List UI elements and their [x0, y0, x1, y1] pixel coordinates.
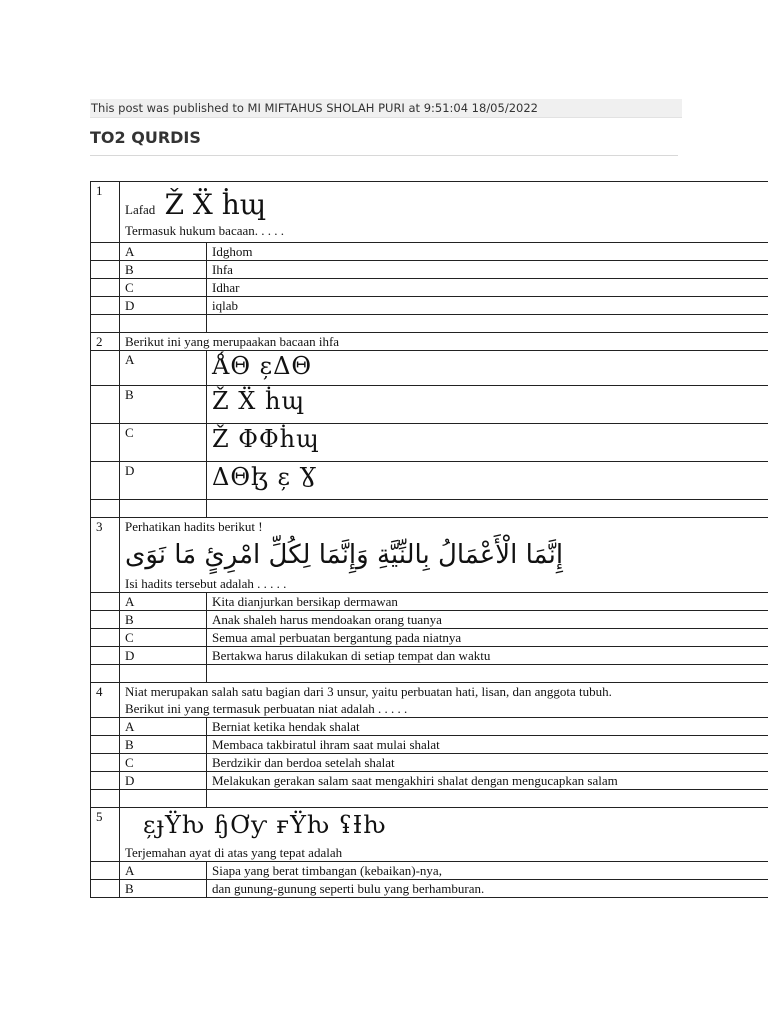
option-text: Berniat ketika hendak shalat — [207, 718, 768, 736]
question-3-header-row — [91, 518, 768, 593]
empty-cell — [91, 754, 120, 772]
option-letter: A — [120, 243, 207, 261]
question-1-header-row — [91, 182, 768, 243]
option-row — [91, 647, 768, 665]
empty-cell — [120, 665, 207, 683]
empty-cell — [120, 315, 207, 333]
option-row — [91, 462, 768, 500]
spacer-row — [91, 665, 768, 683]
page-title: TO2 QURDIS — [90, 128, 201, 147]
option-text: Bertakwa harus dilakukan di setiap tempat dan waktu — [207, 647, 768, 665]
option-row — [91, 351, 768, 386]
option-glyph-cell — [207, 462, 768, 500]
empty-cell — [91, 279, 120, 297]
question-followup: Isi hadits tersebut adalah . . . . . — [125, 576, 287, 591]
arabic-glyph-image: ɛ̦ɟŸƕ ɧƠƴ ғŸƕ ʢƗƕ — [143, 811, 387, 839]
question-number: 2 — [91, 333, 120, 351]
empty-cell — [207, 665, 768, 683]
empty-cell — [91, 862, 120, 880]
spacer-row — [91, 500, 768, 518]
quiz-table — [90, 181, 768, 898]
lafad-label: Lafad — [125, 202, 156, 217]
empty-cell — [91, 297, 120, 315]
option-row — [91, 593, 768, 611]
option-row — [91, 862, 768, 880]
empty-cell — [91, 772, 120, 790]
option-glyph-cell — [207, 386, 768, 424]
empty-cell — [91, 736, 120, 754]
empty-cell — [91, 880, 120, 898]
spacer-row — [91, 315, 768, 333]
option-letter: B — [120, 880, 207, 898]
option-row — [91, 279, 768, 297]
option-row — [91, 629, 768, 647]
option-letter: C — [120, 629, 207, 647]
title-divider — [90, 155, 678, 156]
option-text: Idhar — [207, 279, 768, 297]
option-text: Siapa yang berat timbangan (kebaikan)-nya, — [207, 862, 768, 880]
empty-cell — [91, 462, 120, 500]
empty-cell — [91, 718, 120, 736]
option-letter: C — [120, 424, 207, 462]
empty-cell — [207, 315, 768, 333]
question-prompt: Niat merupakan salah satu bagian dari 3 unsur, yaitu perbuatan hati, lisan, dan anggota tubuh. — [125, 684, 612, 699]
question-prompt: Perhatikan hadits berikut ! — [125, 519, 263, 534]
option-text: Membaca takbiratul ihram saat mulai shalat — [207, 736, 768, 754]
publish-banner: This post was published to MI MIFTAHUS SHOLAH PURI at 9:51:04 18/05/2022 — [90, 99, 682, 118]
question-3-prompt-cell — [120, 518, 768, 593]
arabic-glyph-image: Ž Ẍ ḣɰ — [164, 188, 267, 221]
option-letter: B — [120, 261, 207, 279]
option-text: Idghom — [207, 243, 768, 261]
empty-cell — [91, 629, 120, 647]
question-5-prompt-cell — [120, 808, 768, 862]
empty-cell — [91, 665, 120, 683]
question-number: 4 — [91, 683, 120, 718]
option-text: Kita dianjurkan bersikap dermawan — [207, 593, 768, 611]
question-prompt: Berikut ini yang merupaakan bacaan ihfa — [120, 333, 768, 351]
option-row — [91, 611, 768, 629]
question-4-prompt-cell — [120, 683, 768, 718]
empty-cell — [120, 500, 207, 518]
empty-cell — [91, 611, 120, 629]
option-text: Berdzikir dan berdoa setelah shalat — [207, 754, 768, 772]
option-row — [91, 261, 768, 279]
empty-cell — [91, 424, 120, 462]
empty-cell — [91, 315, 120, 333]
option-row — [91, 424, 768, 462]
arabic-glyph-image: Ž ΦΦḣɰ — [212, 425, 320, 453]
option-row — [91, 754, 768, 772]
empty-cell — [91, 647, 120, 665]
option-letter: C — [120, 279, 207, 297]
empty-cell — [91, 243, 120, 261]
empty-cell — [207, 790, 768, 808]
hadith-arabic-text: إِنَّمَا الْأَعْمَالُ بِالنِّيَّةِ وَإِنَّمَا لِكُلِّ امْرِئٍ مَا نَوَى — [125, 540, 564, 570]
question-prompt: Termasuk hukum bacaan. . . . . — [125, 223, 285, 238]
option-glyph-cell — [207, 351, 768, 386]
option-letter: A — [120, 718, 207, 736]
arabic-glyph-image: ǺΘ ɛ̦ΔΘ — [212, 352, 313, 380]
option-text: Semua amal perbuatan bergantung pada niatnya — [207, 629, 768, 647]
option-row — [91, 736, 768, 754]
option-letter: D — [120, 772, 207, 790]
empty-cell — [91, 790, 120, 808]
option-row — [91, 880, 768, 898]
option-letter: A — [120, 862, 207, 880]
option-text: Anak shaleh harus mendoakan orang tuanya — [207, 611, 768, 629]
question-prompt: Terjemahan ayat di atas yang tepat adalah — [125, 845, 343, 860]
empty-cell — [207, 500, 768, 518]
question-5-header-row — [91, 808, 768, 862]
option-letter: D — [120, 462, 207, 500]
option-letter: B — [120, 386, 207, 424]
question-number: 3 — [91, 518, 120, 593]
option-text: dan gunung-gunung seperti bulu yang berhamburan. — [207, 880, 768, 898]
option-letter: B — [120, 611, 207, 629]
question-2-header-row — [91, 333, 768, 351]
option-letter: A — [120, 593, 207, 611]
option-text: Ihfa — [207, 261, 768, 279]
empty-cell — [91, 261, 120, 279]
arabic-glyph-image: ΔΘɮ ɛ̦ Ɣ — [212, 463, 318, 491]
option-letter: C — [120, 754, 207, 772]
option-row — [91, 297, 768, 315]
question-number: 5 — [91, 808, 120, 862]
option-text: Melakukan gerakan salam saat mengakhiri shalat dengan mengucapkan salam — [207, 772, 768, 790]
option-row — [91, 772, 768, 790]
option-letter: B — [120, 736, 207, 754]
option-letter: D — [120, 647, 207, 665]
empty-cell — [91, 500, 120, 518]
option-text: iqlab — [207, 297, 768, 315]
option-row — [91, 386, 768, 424]
question-number: 1 — [91, 182, 120, 243]
arabic-glyph-image: Ž Ẍ ḣɰ — [212, 387, 306, 415]
question-4-header-row — [91, 683, 768, 718]
question-1-prompt-cell — [120, 182, 768, 243]
option-row — [91, 718, 768, 736]
empty-cell — [120, 790, 207, 808]
option-glyph-cell — [207, 424, 768, 462]
question-followup: Berikut ini yang termasuk perbuatan niat adalah . . . . . — [125, 701, 408, 716]
spacer-row — [91, 790, 768, 808]
option-letter: D — [120, 297, 207, 315]
empty-cell — [91, 593, 120, 611]
empty-cell — [91, 351, 120, 386]
option-letter: A — [120, 351, 207, 386]
empty-cell — [91, 386, 120, 424]
option-row — [91, 243, 768, 261]
